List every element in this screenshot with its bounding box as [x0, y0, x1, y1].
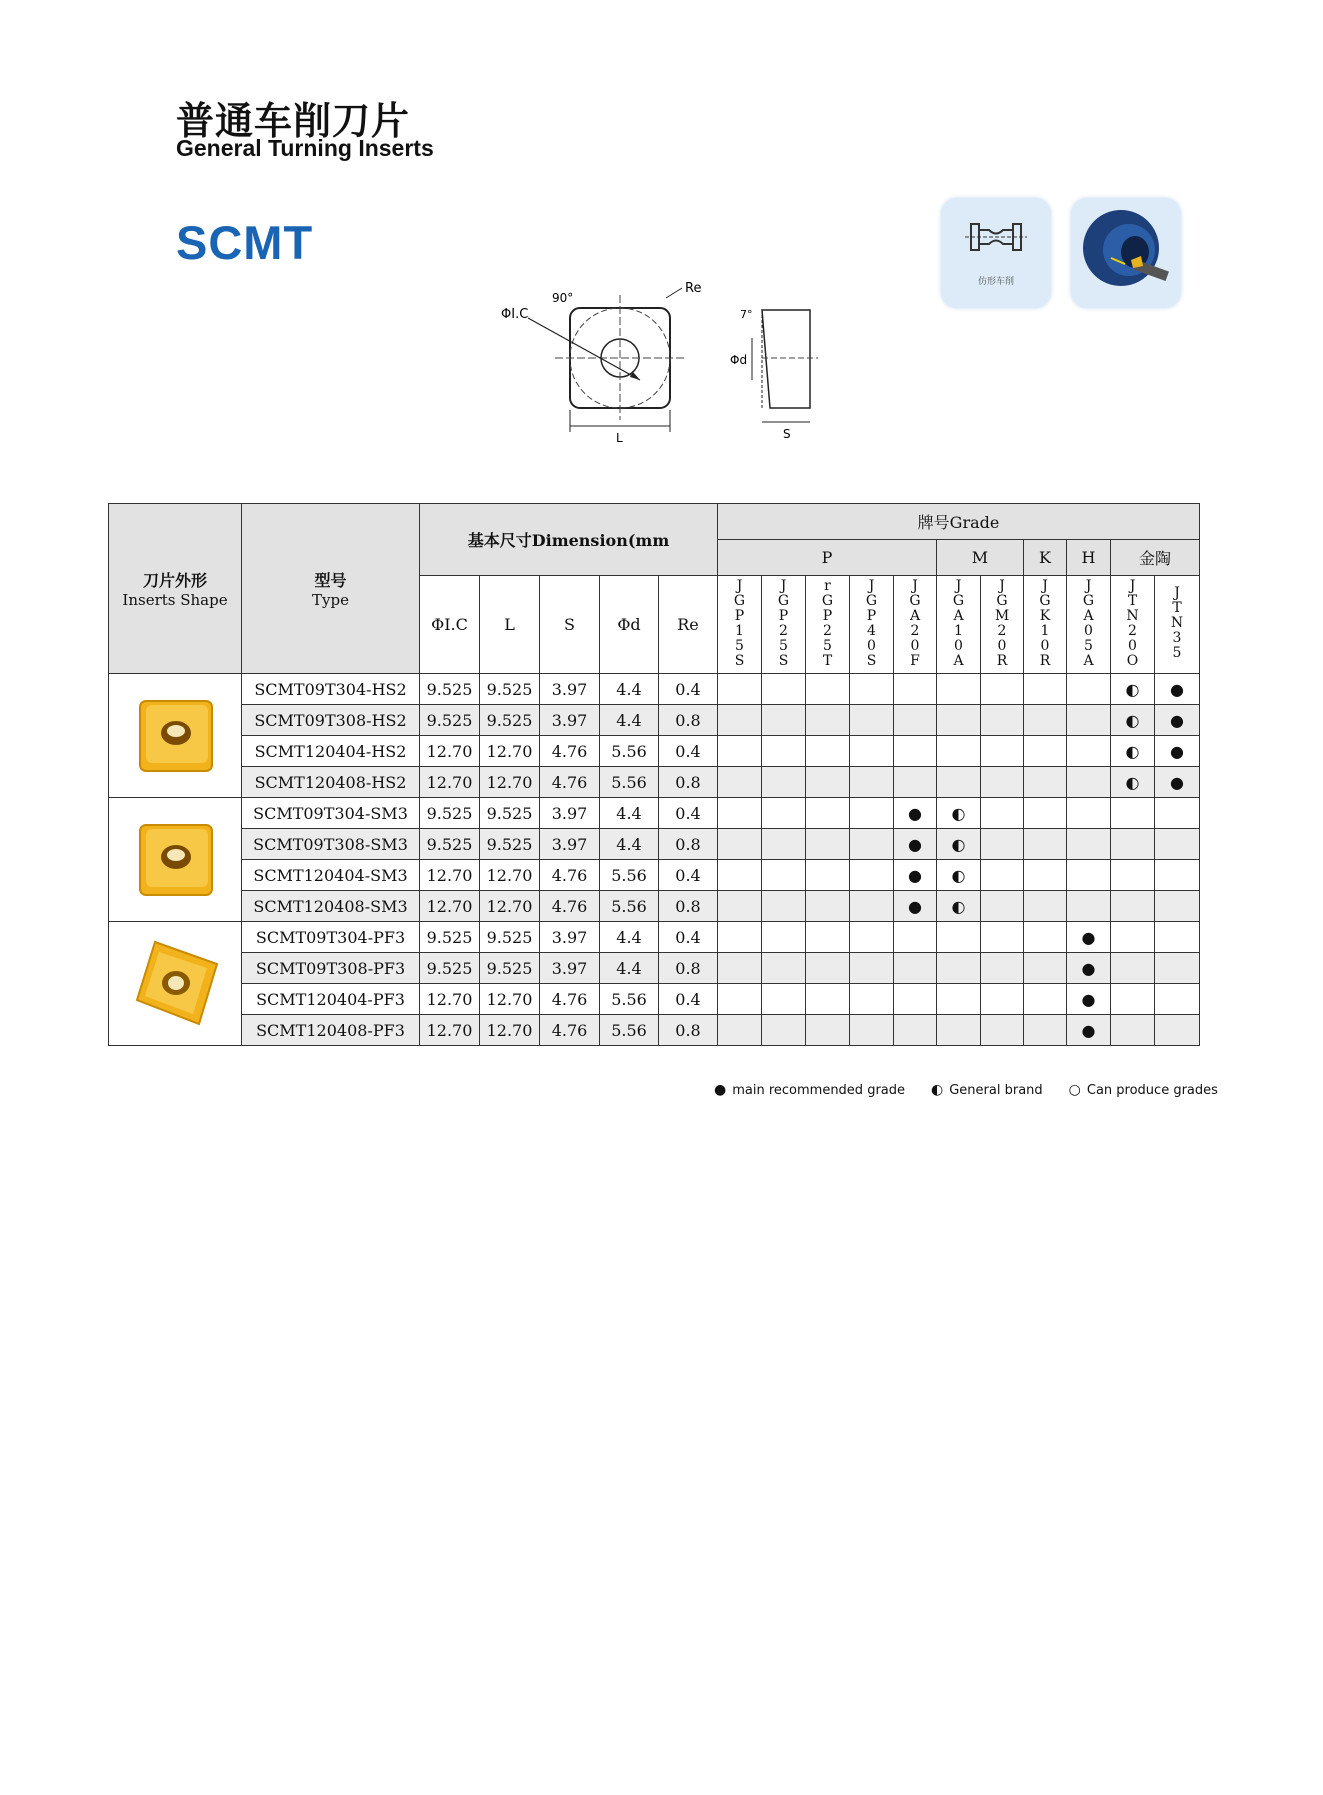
grade-cell: [1067, 798, 1111, 829]
type-cell: SCMT09T308-SM3: [242, 829, 420, 860]
re-label: Re: [685, 281, 702, 296]
grade-cell: ◐: [1111, 705, 1155, 736]
d-cell: 4.4: [600, 829, 659, 860]
l-cell: 12.70: [480, 984, 540, 1015]
grade-cell: [718, 798, 762, 829]
grade-group-cermet: 金陶: [1111, 540, 1200, 576]
grade-cell: [806, 829, 850, 860]
grade-cell: [1067, 674, 1111, 705]
grade-cell: [762, 767, 806, 798]
grade-cell: [762, 829, 806, 860]
re-cell: 0.4: [659, 736, 718, 767]
side-angle-label: 7°: [740, 308, 753, 321]
grade-cell: [850, 829, 894, 860]
grade-cell: [894, 705, 937, 736]
table-row: [109, 767, 1200, 798]
grade-cell: [850, 984, 894, 1015]
grade-cell: [850, 860, 894, 891]
grade-cell: [762, 736, 806, 767]
d-cell: 5.56: [600, 736, 659, 767]
grade-cell: [718, 922, 762, 953]
grade-cell: [894, 984, 937, 1015]
grade-cell: [762, 705, 806, 736]
d-cell: 4.4: [600, 953, 659, 984]
ic-cell: 9.525: [420, 922, 480, 953]
d-cell: 4.4: [600, 922, 659, 953]
table-row: [109, 829, 1200, 860]
grade-cell: ●: [1155, 736, 1200, 767]
page-title-cn: 普通车削刀片: [176, 99, 411, 143]
s-cell: 4.76: [540, 860, 600, 891]
legend-main: main recommended grade: [732, 1082, 906, 1098]
type-cell: SCMT09T308-HS2: [242, 705, 420, 736]
grade-cell: [937, 1015, 981, 1046]
grade-cell: [981, 705, 1024, 736]
grade-cell: [718, 891, 762, 922]
l-cell: 9.525: [480, 953, 540, 984]
grade-col: JTN20O: [1111, 576, 1155, 674]
grade-cell: [981, 829, 1024, 860]
profile-turning-caption: 仿形车削: [977, 277, 1014, 287]
grade-cell: [1155, 860, 1200, 891]
grade-group-m: M: [937, 540, 1024, 576]
grade-cell: [1155, 953, 1200, 984]
grade-cell: [937, 922, 981, 953]
l-cell: 12.70: [480, 767, 540, 798]
type-cell: SCMT120408-HS2: [242, 767, 420, 798]
re-cell: 0.8: [659, 767, 718, 798]
d-cell: 4.4: [600, 674, 659, 705]
grade-cell: ●: [1155, 674, 1200, 705]
s-cell: 3.97: [540, 953, 600, 984]
grade-header: 牌号Grade: [718, 504, 1200, 540]
grade-cell: [1111, 1015, 1155, 1046]
re-cell: 0.8: [659, 891, 718, 922]
re-cell: 0.8: [659, 1015, 718, 1046]
grade-cell: [762, 860, 806, 891]
grade-cell: [894, 736, 937, 767]
grade-cell: [1024, 953, 1067, 984]
angle-label: 90°: [552, 291, 574, 305]
type-cell: SCMT120408-SM3: [242, 891, 420, 922]
grade-cell: [762, 798, 806, 829]
grade-col: JTN35: [1155, 576, 1200, 674]
grade-cell: ●: [1067, 1015, 1111, 1046]
grade-cell: [850, 798, 894, 829]
table-row: [109, 798, 1200, 829]
grade-col: rGP25T: [806, 576, 850, 674]
grade-cell: ●: [894, 891, 937, 922]
d-cell: 5.56: [600, 984, 659, 1015]
l-cell: 12.70: [480, 891, 540, 922]
grade-col: JGP15S: [718, 576, 762, 674]
grade-cell: [1155, 1015, 1200, 1046]
dim-col-re: Re: [659, 576, 718, 674]
re-cell: 0.4: [659, 798, 718, 829]
grade-cell: [894, 767, 937, 798]
table-row: [109, 1015, 1200, 1046]
grade-cell: [1024, 829, 1067, 860]
grade-cell: [894, 953, 937, 984]
d-cell: 5.56: [600, 1015, 659, 1046]
grade-cell: [718, 736, 762, 767]
grade-cell: [850, 674, 894, 705]
grade-cell: [1024, 798, 1067, 829]
grade-cell: [806, 860, 850, 891]
s-cell: 4.76: [540, 736, 600, 767]
s-cell: 3.97: [540, 922, 600, 953]
type-cell: SCMT09T308-PF3: [242, 953, 420, 984]
grade-cell: [1067, 860, 1111, 891]
type-header: 型号 Type: [242, 504, 420, 674]
insert-image-pf: [125, 934, 225, 1030]
grade-cell: [762, 891, 806, 922]
grade-cell: [850, 922, 894, 953]
insert-image: [130, 689, 220, 779]
grade-cell: [762, 1015, 806, 1046]
grade-cell: [806, 891, 850, 922]
l-cell: 9.525: [480, 922, 540, 953]
grade-cell: [850, 891, 894, 922]
table-row: [109, 922, 1200, 953]
re-cell: 0.4: [659, 860, 718, 891]
page-title-en: General Turning Inserts: [176, 135, 434, 161]
l-cell: 9.525: [480, 705, 540, 736]
grade-cell: [937, 767, 981, 798]
ic-cell: 9.525: [420, 829, 480, 860]
grade-cell: [1155, 984, 1200, 1015]
grade-cell: [1155, 829, 1200, 860]
grade-col: JGP40S: [850, 576, 894, 674]
l-cell: 12.70: [480, 860, 540, 891]
grade-cell: [1024, 891, 1067, 922]
grade-cell: [1111, 860, 1155, 891]
grade-cell: [981, 736, 1024, 767]
s-cell: 3.97: [540, 798, 600, 829]
type-cell: SCMT09T304-HS2: [242, 674, 420, 705]
table-row: [109, 736, 1200, 767]
l-cell: 9.525: [480, 674, 540, 705]
type-cell: SCMT120408-PF3: [242, 1015, 420, 1046]
grade-col: JGK10R: [1024, 576, 1067, 674]
table-row: [109, 891, 1200, 922]
l-cell: 9.525: [480, 798, 540, 829]
turning-tool-icon: [1071, 198, 1181, 308]
grade-cell: [1111, 922, 1155, 953]
ic-cell: 12.70: [420, 984, 480, 1015]
grade-cell: [762, 674, 806, 705]
grade-cell: [894, 1015, 937, 1046]
grade-cell: [806, 1015, 850, 1046]
grade-cell: ●: [1155, 767, 1200, 798]
grade-cell: [718, 829, 762, 860]
grade-cell: ●: [1067, 953, 1111, 984]
s-cell: 4.76: [540, 984, 600, 1015]
grade-cell: [1111, 984, 1155, 1015]
insert-dimension-diagram: [500, 280, 820, 450]
shape-header: 刀片外形 Inserts Shape: [109, 504, 242, 674]
dim-col-ic: ΦI.C: [420, 576, 480, 674]
grade-cell: [1111, 829, 1155, 860]
type-cell: SCMT09T304-PF3: [242, 922, 420, 953]
main-grade-symbol: ●: [714, 1082, 727, 1098]
grade-cell: ●: [894, 829, 937, 860]
grade-cell: [937, 705, 981, 736]
grade-cell: [806, 767, 850, 798]
grade-cell: ◐: [1111, 736, 1155, 767]
grade-cell: [1024, 736, 1067, 767]
l-cell: 12.70: [480, 1015, 540, 1046]
insert-shape-cell: [109, 922, 242, 1046]
s-cell: 4.76: [540, 1015, 600, 1046]
legend-general: General brand: [949, 1082, 1043, 1098]
ic-cell: 9.525: [420, 705, 480, 736]
grade-cell: [1024, 860, 1067, 891]
grade-cell: [1111, 798, 1155, 829]
grade-cell: ●: [1067, 922, 1111, 953]
grade-cell: [718, 984, 762, 1015]
type-cell: SCMT120404-SM3: [242, 860, 420, 891]
grade-col: JGM20R: [981, 576, 1024, 674]
l-label: L: [616, 431, 623, 445]
grade-cell: [850, 705, 894, 736]
insert-image: [130, 813, 220, 903]
grade-cell: [981, 674, 1024, 705]
grade-cell: [806, 922, 850, 953]
grade-cell: [1067, 705, 1111, 736]
model-title: SCMT: [176, 216, 314, 269]
grade-cell: [1067, 736, 1111, 767]
grade-cell: [718, 860, 762, 891]
legend-can: Can produce grades: [1086, 1082, 1218, 1098]
grade-cell: [762, 984, 806, 1015]
d-cell: 5.56: [600, 891, 659, 922]
ic-cell: 9.525: [420, 953, 480, 984]
grade-cell: [1024, 1015, 1067, 1046]
grade-cell: [937, 984, 981, 1015]
grade-cell: [1067, 829, 1111, 860]
grade-cell: [1111, 953, 1155, 984]
d-cell: 4.4: [600, 798, 659, 829]
re-cell: 0.4: [659, 984, 718, 1015]
d-cell: 4.4: [600, 705, 659, 736]
grade-cell: [1024, 705, 1067, 736]
s-cell: 3.97: [540, 674, 600, 705]
ic-cell: 12.70: [420, 891, 480, 922]
type-cell: SCMT09T304-SM3: [242, 798, 420, 829]
table-row: [109, 705, 1200, 736]
grade-cell: ●: [1067, 984, 1111, 1015]
grade-cell: [1155, 798, 1200, 829]
s-cell: 4.76: [540, 891, 600, 922]
grade-cell: [981, 891, 1024, 922]
grade-cell: [1024, 984, 1067, 1015]
grade-cell: [718, 953, 762, 984]
can-produce-symbol: ○: [1068, 1082, 1081, 1098]
grade-cell: [718, 1015, 762, 1046]
ic-label: ΦI.C: [501, 307, 529, 322]
insert-shape-cell: [109, 674, 242, 798]
ic-cell: 9.525: [420, 674, 480, 705]
grade-cell: [894, 674, 937, 705]
dim-col-d: Φd: [600, 576, 659, 674]
s-cell: 3.97: [540, 829, 600, 860]
grade-cell: ●: [894, 860, 937, 891]
grade-cell: [1155, 891, 1200, 922]
s-cell: 3.97: [540, 705, 600, 736]
grade-cell: ◐: [937, 891, 981, 922]
grade-col: JGA10A: [937, 576, 981, 674]
grade-cell: ●: [894, 798, 937, 829]
l-cell: 12.70: [480, 736, 540, 767]
ic-cell: 12.70: [420, 736, 480, 767]
grade-cell: [981, 860, 1024, 891]
grade-cell: [1067, 891, 1111, 922]
grade-cell: [850, 736, 894, 767]
grade-cell: ◐: [937, 860, 981, 891]
grade-cell: [981, 1015, 1024, 1046]
grade-cell: [806, 984, 850, 1015]
grade-cell: [1155, 922, 1200, 953]
grade-col: JGA20F: [894, 576, 937, 674]
re-cell: 0.8: [659, 953, 718, 984]
grade-cell: [981, 984, 1024, 1015]
grade-cell: [1024, 767, 1067, 798]
grade-cell: [850, 953, 894, 984]
grade-cell: [1024, 674, 1067, 705]
s-cell: 4.76: [540, 767, 600, 798]
grade-col: JGA05A: [1067, 576, 1111, 674]
type-cell: SCMT120404-PF3: [242, 984, 420, 1015]
re-cell: 0.4: [659, 922, 718, 953]
d-label: Φd: [730, 353, 748, 367]
grade-group-h: H: [1067, 540, 1111, 576]
grade-cell: [850, 1015, 894, 1046]
grade-cell: [981, 922, 1024, 953]
table-row: [109, 984, 1200, 1015]
grade-cell: ◐: [937, 798, 981, 829]
grade-cell: ◐: [937, 829, 981, 860]
dimension-header: 基本尺寸Dimension(mm: [420, 504, 718, 576]
profile-turning-icon: [941, 198, 1051, 308]
ic-cell: 12.70: [420, 767, 480, 798]
ic-cell: 12.70: [420, 1015, 480, 1046]
dim-col-l: L: [480, 576, 540, 674]
d-cell: 5.56: [600, 860, 659, 891]
ic-cell: 9.525: [420, 798, 480, 829]
re-cell: 0.4: [659, 674, 718, 705]
grade-cell: [937, 736, 981, 767]
grade-cell: [718, 674, 762, 705]
grade-cell: [762, 922, 806, 953]
grade-cell: [981, 767, 1024, 798]
spec-table: [108, 503, 1200, 1046]
grade-cell: [806, 953, 850, 984]
d-cell: 5.56: [600, 767, 659, 798]
table-row: [109, 674, 1200, 705]
grade-col: JGP25S: [762, 576, 806, 674]
grade-cell: [981, 798, 1024, 829]
grade-cell: [806, 798, 850, 829]
grade-cell: ◐: [1111, 674, 1155, 705]
ic-cell: 12.70: [420, 860, 480, 891]
grade-cell: [762, 953, 806, 984]
grade-cell: [718, 767, 762, 798]
table-row: [109, 953, 1200, 984]
re-cell: 0.8: [659, 705, 718, 736]
insert-shape-cell: [109, 798, 242, 922]
grade-cell: [806, 736, 850, 767]
grade-legend: [714, 1082, 1218, 1098]
grade-group-p: P: [718, 540, 937, 576]
grade-cell: [718, 705, 762, 736]
grade-cell: [1067, 767, 1111, 798]
general-grade-symbol: ◐: [931, 1082, 944, 1098]
grade-cell: [1111, 891, 1155, 922]
table-row: [109, 860, 1200, 891]
grade-cell: ◐: [1111, 767, 1155, 798]
re-cell: 0.8: [659, 829, 718, 860]
grade-cell: [937, 953, 981, 984]
grade-cell: [806, 705, 850, 736]
grade-cell: [850, 767, 894, 798]
grade-group-k: K: [1024, 540, 1067, 576]
s-label: S: [783, 427, 791, 441]
grade-cell: [894, 922, 937, 953]
l-cell: 9.525: [480, 829, 540, 860]
grade-cell: [937, 674, 981, 705]
grade-cell: [1024, 922, 1067, 953]
dim-col-s: S: [540, 576, 600, 674]
grade-cell: ●: [1155, 705, 1200, 736]
grade-cell: [806, 674, 850, 705]
grade-cell: [981, 953, 1024, 984]
type-cell: SCMT120404-HS2: [242, 736, 420, 767]
